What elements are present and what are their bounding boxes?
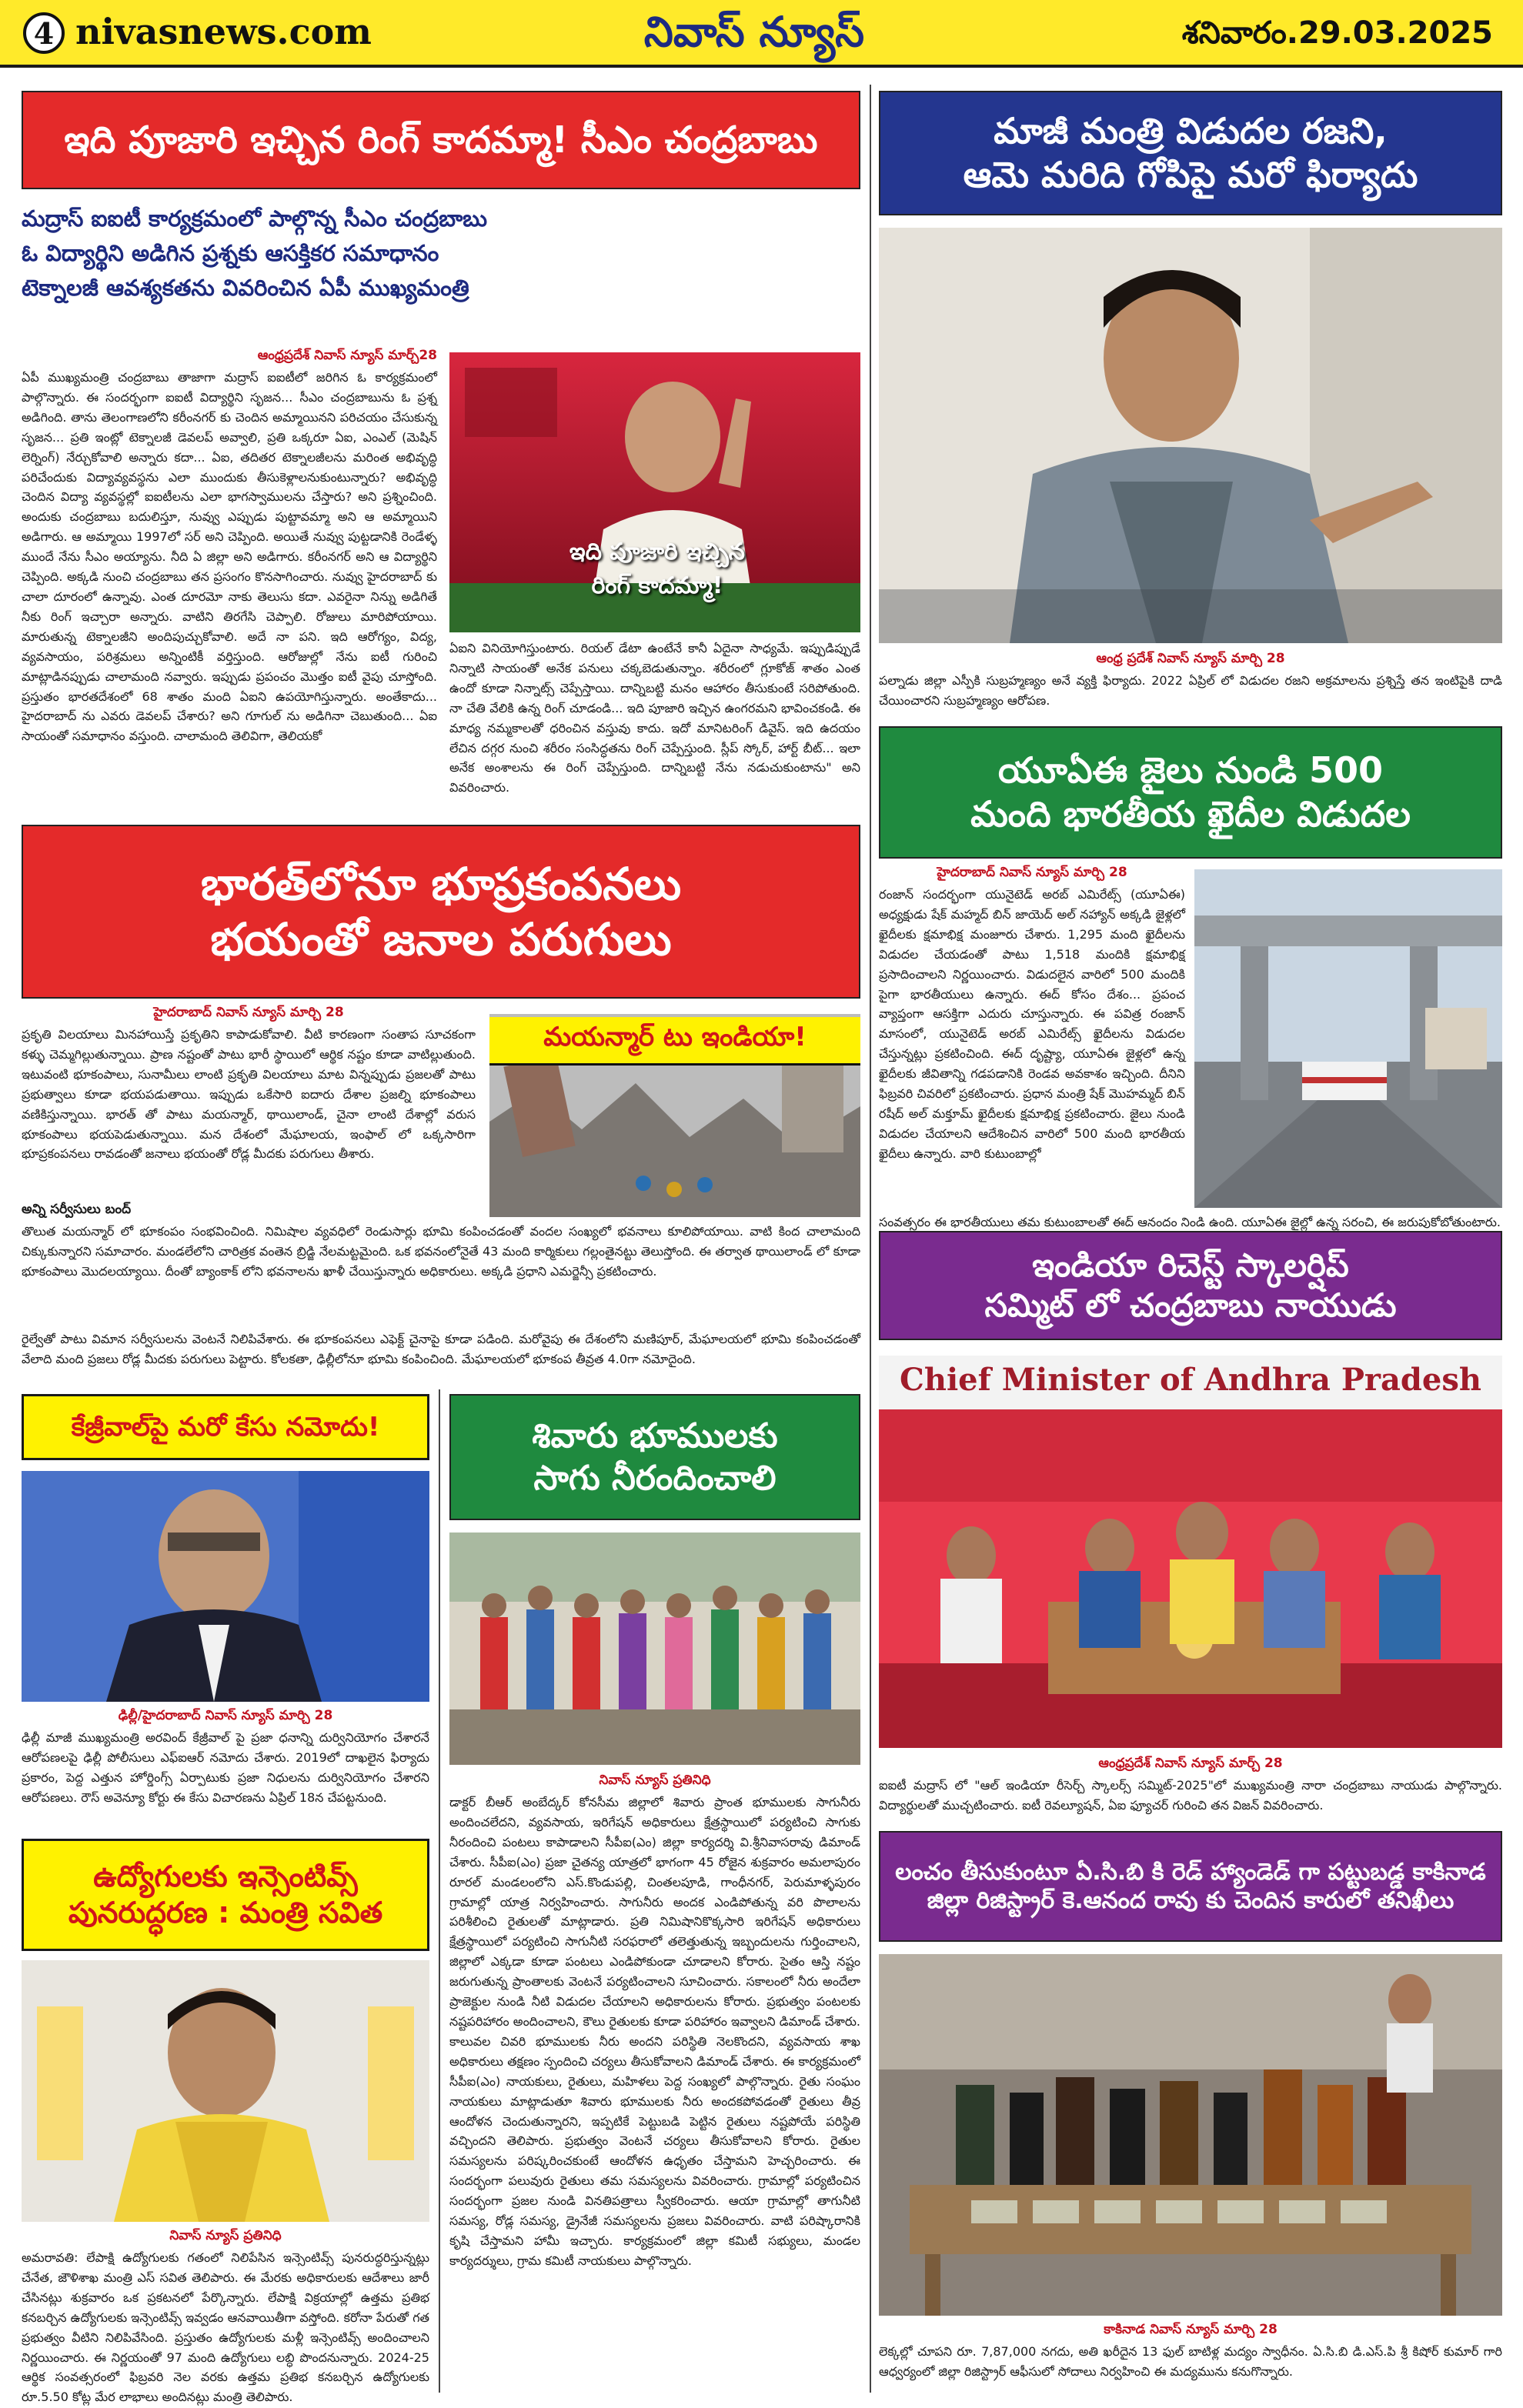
story1-subheads — [22, 202, 860, 305]
story1-dateline: ఆంధ్రప్రదేశ్ నివాస్ న్యూస్ మార్చ్28 — [257, 348, 437, 363]
story4-subhead: అన్ని సర్వీసులు బంద్ — [22, 1202, 132, 1217]
story3-dateline: హైదరాబాద్ నివాస్ న్యూస్ మార్చి 28 — [937, 865, 1127, 880]
story4-body-left2: తొలుత మయన్మార్ లో భూకంపం సంభవించింది. నిమిషాల వ్యవధిలో రెండుసార్లు భూమి కంపించడంతో వందల సంఖ్యలో భవనాలు కూలిపోయాయి. వాటి కింద చాలామంది చిక్కుకున్నారని సమాచారం. మండలేలోని చారిత్రక వంతెన బ్రిడ్జి నేలమట్టమైంది. ఒక భవనంలోనైతే 43 మంది కార్మికులు గల్లంతైనట్టు తెలుస్తోంది. ఈ తర్వాత థాయిలాండ్ లో కూడా భూకంపాలు మొదలయ్యాయి. దీంతో బ్యాంకాక్ లోని భవనాలను ఖాళీ చేయిస్తున్నారు అధికారులు. అక్కడి ప్రధాని ఎమర్జెన్సీ ప్రకటించారు. — [22, 1224, 860, 1279]
story3-body-bottom: సంవత్సరం ఈ భారతీయులు తమ కుటుంబాలతో ఈద్ ఆనందం నిండి ఉంది. యూఏఈ జైల్లో ఉన్న సరంచి, ఈ జరుపుకోబోతుంటారు. — [879, 1215, 1501, 1229]
masthead — [0, 0, 1523, 68]
story7-photo — [449, 1533, 860, 1765]
story6-photo — [22, 1471, 429, 1702]
story4-photo-overlay: మయన్మార్ టు ఇండియా! — [489, 1017, 860, 1066]
column-divider — [870, 85, 871, 2393]
story8-photo — [879, 1954, 1502, 2316]
story6-headline: కేజ్రీవాల్‌పై మరో కేసు నమోదు! — [22, 1394, 429, 1460]
story3-headline: యూఏఈ జైలు నుండి 500 మంది భారతీయ ఖైదీల విడుదల — [879, 726, 1502, 859]
story3-photo-art — [1194, 869, 1502, 1208]
story4-headline: భారత్‌లోనూ భూప్రకంపనలు భయంతో జనాల పరుగులు — [22, 825, 860, 999]
story5-body: ఐఐటీ మద్రాస్ లో "ఆల్ ఇండియా రీసెర్చ్ స్కాలర్స్ సమ్మిట్-2025"లో ముఖ్యమంత్రి నారా చంద్రబాబు నాయుడు పాల్గొన్నారు. విద్యార్థులతో ముచ్చటించారు. ఐటీ రెవల్యూషన్, ఏఐ ఫ్యూచర్ గురించి తన విజన్ వివరించారు. — [879, 1778, 1502, 1813]
story1-headline: ఇది పూజారి ఇచ్చిన రింగ్ కాదమ్మా! సీఎం చంద్రబాబు — [22, 91, 860, 189]
story5-photo-banner: Chief Minister of Andhra Pradesh — [900, 1362, 1481, 1398]
story8-dateline: కాకినాడ నివాస్ న్యూస్ మార్చి 28 — [1104, 2322, 1278, 2337]
story8-headline: లంచం తీసుకుంటూ ఏ.సి.బి కి రెడ్ హ్యాండెడ్ గా పట్టుబడ్డ కాకినాడ జిల్లా రిజిస్ట్రార్ కె.ఆనంద రావు కు చెందిన కారులో తనిఖీలు — [879, 1831, 1502, 1942]
story6-dateline: ఢిల్లీ/హైదరాబాద్ నివాస్ న్యూస్ మార్చి 28 — [118, 1708, 333, 1723]
story4-body-left: ప్రకృతి విలయాలు మినహాయిస్తే ప్రకృతిని కాపాడుకోవాలి. వీటి కారణంగా సంతాప సూచకంగా కళ్ళు చెమ్మగిల్లుతున్నాయి. ప్రాణ నష్టంతో పాటు భారీ స్థాయిలో ఆర్థిక నష్టం కూడా వాటిల్లుతుంది. ఇటువంటి భూకంపాలు, సునామీలు లాంటి ప్రకృతి విలయాలు మాట విన్నప్పుడు ప్రజలతో పాటు ప్రభుత్వాలు కూడా భయపడుతాయి. ఇప్పుడు ఒకేసారి ఐదారు దేశాల ప్రజల్ని భూకంపాలు వణికిస్తున్నాయి. భారత్ తో పాటు మయన్మార్, థాయిలాండ్, చైనా లాంటి దేశాల్లో వరుస భూకంపాలు భయపెడుతున్నాయి. మన దేశంలో మేఘాలయ, ఇంఫాల్ లో ఒక్కసారిగా భూప్రకంపనలు రావడంతో జనాలు భయంతో రోడ్ల మీదకు పరుగులు తీశారు. — [22, 1027, 476, 1162]
story3-photo — [1194, 869, 1502, 1208]
masthead-title: నివాస్ న్యూస్ — [643, 8, 865, 56]
story8-photo-art — [879, 1954, 1502, 2316]
story9-headline: ఉద్యోగులకు ఇన్సెంటివ్స్ పునరుద్ధరణ : మంత్రి సవిత — [22, 1839, 429, 1951]
story5-headline: ఇండియా రిచెస్ట్ స్కాలర్షిప్ సమ్మిట్ లో చంద్రబాబు నాయుడు — [879, 1231, 1502, 1340]
story6-photo-art — [22, 1471, 429, 1702]
story7-headline: శివారు భూములకు సాగు నీరందించాలి — [449, 1394, 860, 1520]
story6-body: ఢిల్లీ మాజీ ముఖ్యమంత్రి అరవింద్ కేజ్రీవాల్ పై ప్రజా ధనాన్ని దుర్వినియోగం చేశారనే ఆరోపణలపై ఢిల్లీ పోలీసులు ఎఫ్ఐఆర్ నమోదు చేశారు. 2019లో దాఖలైన ఫిర్యాదు ప్రకారం, పెద్ద ఎత్తున హోర్డింగ్స్ ఏర్పాటుకు ప్రజా నిధులను దుర్వినియోగం చేశారని ఆరోపణలు. రౌస్ అవెన్యూ కోర్టు ఈ కేసు విచారణను ఏప్రిల్ 18న చేపట్టనుంది. — [22, 1730, 429, 1805]
column-divider — [439, 1389, 440, 2393]
story1-photo-overlay: ఇది పూజారి ఇచ్చిన రింగ్ కాదమ్మా! — [569, 539, 745, 599]
story9-photo-art — [22, 1960, 429, 2222]
story3-body-left: రంజాన్ సందర్భంగా యునైటెడ్ అరబ్ ఎమిరేట్స్ (యూఏఈ) అధ్యక్షుడు షేక్ మహ్మద్ బిన్ జాయెద్ అల్ నహ్యాన్ అక్కడి జైళ్లలో ఖైదీలకు క్షమాభిక్ష మంజూరు చేశారు. 1,295 మంది ఖైదీలను విడుదల చేయడంతో పాటు 1,518 మందికి క్షమాభిక్ష ప్రసాదించాలని నిర్ణయించారు. విడుదలైన వారిలో 500 మందికి పైగా భారతీయులు ఉన్నారు. ఈద్ కోసం దేశం... ప్రపంచ వ్యాప్తంగా ఆసక్తిగా ఎదురు చూస్తున్నారు. ఈ పవిత్ర రంజాన్ మాసంలో, యునైటెడ్ అరబ్ ఎమిరేట్స్ ఖైదీలను విడుదల చేస్తున్నట్లు ప్రకటించింది. ఈద్ దృష్ట్యా, యూఏఈ జైళ్లలో ఉన్న ఖైదీలకు జీవితాన్ని గడపడానికి రెండవ అవకాశం ఇచ్చింది. దీనిని ఫిబ్రవరి చివరిలో ప్రకటించారు. ప్రధాన మంత్రి షేక్ మొహమ్మద్ బిన్ రషీద్ అల్ మక్తూమ్ ఖైదీలకు క్షమాభిక్ష ప్రకటించారు. జైలు నుండి విడుదల చేయాలని ఆదేశించిన వారిలో 500 మంది భారతీయ ఖైదీలు ఉన్నారు. వారి కుటుంబాల్లో — [879, 887, 1185, 1161]
story9-photo — [22, 1960, 429, 2222]
story5-photo — [879, 1356, 1502, 1748]
story1-subhead: మద్రాస్ ఐఐటీ కార్యక్రమంలో పాల్గొన్న సీఎం చంద్రబాబు — [22, 205, 488, 232]
story7-photo-art — [449, 1533, 860, 1765]
story9-body: అమరావతి: లేపాక్షి ఉద్యోగులకు గతంలో నిలిపేసిన ఇన్సెంటివ్స్ పునరుద్ధరిస్తున్నట్లు చేనేత, జౌళిశాఖ మంత్రి ఎస్ సవిత తెలిపారు. ఈ మేరకు అధికారులకు ఆదేశాలు జారీ చేసినట్లు శుక్రవారం ఒక ప్రకటనలో పేర్కొన్నారు. లేపాక్షి విక్రయాల్లో ఉత్తమ ప్రతిభ కనబర్చిన ఉద్యోగులకు ఇన్సెంటివ్స్ ఇవ్వడం ఆనవాయితీగా వస్తోంది. కరోనా పేరుతో గత ప్రభుత్వం వీటిని నిలిపివేసింది. ప్రస్తుతం ఉద్యోగులకు మళ్లీ ఇన్సెంటివ్స్ అందించాలని నిర్ణయించారు. ఈ నిర్ణయంతో 97 మంది ఉద్యోగులు లబ్ధి పొందనున్నారు. 2024-25 ఆర్థిక సంవత్సరంలో ఫిబ్రవరి నెల వరకు ఉత్తమ ప్రతిభ కనబర్చిన ఉద్యోగులకు రూ.5.50 కోట్ల మేర లాభాలు అందినట్లు మంత్రి తెలిపారు. — [22, 2250, 429, 2405]
story7-body: డాక్టర్ బీఆర్ అంబేద్కర్ కోనసీమ జిల్లాలో శివారు ప్రాంత భూములకు సాగునీరు అందించలేదని, వ్యవసాయ, ఇరిగేషన్ అధికారులు క్షేత్రస్థాయిలో పర్యటించి సాగుకు నీరందించి పంటలు కాపాడాలని సీపీఐ(ఎం) జిల్లా కార్యదర్శి వి.శ్రీనివాసరావు డిమాండ్ చేశారు. సీపీఐ(ఎం) ప్రజా చైతన్య యాత్రలో భాగంగా 45 రోజైన శుక్రవారం అమలాపురం రూరల్ మండలంలోని ఎస్.కొండుపల్లి, చింతలపూడి, గాంధీనగర్, పెరుమాళ్ళపురం గ్రామాల్లో యాత్ర నిర్వహించారు. సాగునీరు అందక ఎండిపోతున్న వరి పొలాలను పరిశీలించి రైతులతో మాట్లాడారు. ప్రతి నిమిషానికొక్కసారి ఇరిగేషన్ అధికారులు క్షేత్రస్థాయిలో పర్యటించి సాగునీటి సరఫరాలో తలెత్తుతున్న ఇబ్బందులను గుర్తించాలని, జిల్లాలో ఎక్కడా కూడా పంటలు ఎండిపోకుండా చూడాలని కోరారు. సైతం ఆస్తి నష్టం జరుగుతున్న ప్రాంతాలకు వెంటనే పర్యటించాలని సూచించారు. సకాలంలో నీరు అందేలా ప్రాజెక్టుల నుండి నీటి విడుదల చేయాలని అధికారులను కోరారు. ప్రభుత్వం పంటలకు నష్టపరిహారం అందించాలని, కౌలు రైతులకు కూడా పరిహారం ఇవ్వాలని డిమాండ్ చేశారు. కాలువల చివరి భూములకు నీరు అందని పరిస్థితి నెలకొందని, వ్యవసాయ శాఖ అధికారులు తక్షణం స్పందించి చర్యలు తీసుకోవాలని డిమాండ్ చేశారు. ఈ కార్యక్రమంలో సీపీఐ(ఎం) నాయకులు, రైతులు, మహిళలు పెద్ద సంఖ్యలో పాల్గొన్నారు. రైతు సంఘం నాయకులు మాట్లాడుతూ శివారు భూములకు నీరు అందకపోవడంతో రైతులు తీవ్ర ఆందోళన చెందుతున్నారని, ఇప్పటికే పెట్టుబడి పెట్టిన రైతులు నష్టపోయే పరిస్థితి వచ్చిందని తెలిపారు. ప్రభుత్వం వెంటనే చర్యలు తీసుకోవాలని కోరారు. రైతుల సమస్యలను పరిష్కరించకుంటే ఆందోళన ఉధృతం చేస్తామని హెచ్చరించారు. ఈ సందర్భంగా పలువురు రైతులు తమ సమస్యలను వివరించారు. గ్రామాల్లో పర్యటించిన సందర్భంగా ప్రజల నుండి వినతిపత్రాలు స్వీకరించారు. ఆయా గ్రామాల్లో తాగునీటి సమస్య, రోడ్ల సమస్య, డ్రైనేజీ సమస్యలను ప్రజలు వివరించారు. వాటి పరిష్కారానికి కృషి చేస్తామని హామీ ఇచ్చారు. కార్యక్రమంలో జిల్లా కమిటీ సభ్యులు, మండల కార్యదర్శులు, గ్రామ కమిటీ నాయకులు పాల్గొన్నారు. — [449, 1795, 860, 2268]
story1-subhead: ఓ విద్యార్థిని అడిగిన ప్రశ్నకు ఆసక్తికర సమాధానం — [22, 239, 439, 266]
story5-dateline: ఆంధ్రప్రదేశ్ నివాస్ న్యూస్ మార్చ్ 28 — [1098, 1756, 1283, 1771]
story2-photo-art — [879, 228, 1502, 643]
page-number: 4 — [33, 15, 55, 51]
story1-subhead: టెక్నాలజీ ఆవశ్యకతను వివరించిన ఏపీ ముఖ్యమంత్రి — [22, 274, 469, 301]
story8-body: లెక్కల్లో చూపని రూ. 7,87,000 నగదు, అతి ఖరీదైన 13 ఫుల్ బాటిళ్ల మద్యం స్వాధీనం. ఏ.సి.బి డి.ఎస్.పి శ్రీ కిషోర్ కుమార్ గారి ఆధ్వర్యంలో జిల్లా రిజిస్ట్రార్ ఆఫీసులో సోదాలు నిర్వహించి ఈ మద్యమును కనుగొన్నారు. — [879, 2344, 1502, 2379]
story2-body: పల్నాడు జిల్లా ఎస్పీకి సుబ్రహ్మణ్యం అనే వ్యక్తి ఫిర్యాదు. 2022 ఏప్రిల్ లో విడుదల రజని అక్రమాలను ప్రశ్నిస్తే తన ఇంటిపైకి దాడి చేయించారని సుబ్రహ్మణ్యం ఆరోపణ. — [879, 673, 1502, 708]
story2-headline: మాజీ మంత్రి విడుదల రజని, ఆమె మరిది గోపిపై మరో ఫిర్యాదు — [879, 91, 1502, 215]
story4-dateline: హైదరాబాద్ నివాస్ న్యూస్ మార్చి 28 — [153, 1005, 344, 1020]
story5-photo-art — [879, 1409, 1502, 1748]
masthead-date: శనివారం.29.03.2025 — [1181, 15, 1493, 51]
story2-photo — [879, 228, 1502, 643]
story1-body-right: ఏఐని వినియోగిస్తుంటారు. రియల్ డేటా ఉంటేనే కానీ ఏదైనా సాధ్యమే. ఇప్పుడిప్పుడే నిన్నాటి సాయంతో అనేక పనులు చక్కబెడుతున్నాం. శరీరంలో గ్లూకోజ్ శాతం ఎంత ఉందో కూడా నిన్నాట్స్ చెప్పేస్తాయి. దాన్నిబట్టి మనం ఆహారం తీసుకుంటే సరిపోతుంది. నా చేతి వేలికి ఉన్న రింగ్ చూడండి... ఇది పూజారి ఇచ్చిన ఉంగరమని భావించకండి. ఈ మాధ్య నమ్మకాలతో ధరించిన వస్తువు కాదు. ఇదో మానిటరింగ్ డివైస్. ఇది ఉదయం లేచిన దగ్గర నుంచి శరీరం సంసిద్ధతను రింగ్ చెప్పేస్తుంది. స్లీప్ స్కోర్, హార్ట్ బీట్... ఇలా అనేక అంశాలను ఈ రింగ్ చెప్పేస్తుంది. దాన్నిబట్టి నేను నడుచుకుంటాను" అని వివరించారు. — [449, 641, 860, 795]
story4-photo — [489, 1014, 860, 1217]
story4-body-right: రైల్వేతో పాటు విమాన సర్వీసులను వెంటనే నిలిపివేశారు. ఈ భూకంపనలు ఎఫెక్ట్ చైనాపై కూడా పడింది. మరోవైపు ఈ దేశంలోని మణిపూర్, మేఘాలయలో భూమి కంపించడంతో వేలాది మంది ప్రజలు రోడ్ల మీదకు పరుగులు పెట్టారు. కోలకతా, ఢిల్లీలోనూ భూమి కంపించింది. మేఘాలయలో భూకంప తీవ్రత 4.0గా నమోదైంది. — [22, 1332, 860, 1366]
page-number-badge — [23, 12, 65, 54]
story7-dateline: నివాస్ న్యూస్ ప్రతినిధి — [599, 1773, 711, 1788]
story9-dateline: నివాస్ న్యూస్ ప్రతినిధి — [169, 2228, 282, 2243]
story1-photo — [449, 352, 860, 632]
website: nivasnews.com — [75, 11, 372, 52]
story2-dateline: ఆంధ్ర ప్రదేశ్ నివాస్ న్యూస్ మార్చి 28 — [1096, 651, 1285, 666]
story1-body-left: ఏపీ ముఖ్యమంత్రి చంద్రబాబు తాజాగా మద్రాస్ ఐఐటీలో జరిగిన ఓ కార్యక్రమంలో పాల్గొన్నారు. ఈ సందర్భంగా ఐఐటీ విద్యార్థిని సృజన... సీఎం చంద్రబాబును ఓ ప్రశ్న అడిగింది. తాను తెలంగాణలోని కరీంనగర్ కు చెందిన అమ్మాయినని పరిచయం చేసుకున్న సృజన... ప్రతి ఇంట్లో టెక్నాలజీ డెవలప్ అవ్వాలి, ప్రతి ఒక్కరూ ఏఐ, ఎంఎల్ (మెషిన్ లెర్నింగ్) నేర్చుకోవాలి అన్నారు కదా... ఏఐ, తదితర టెక్నాలజీలను మరింత అభివృద్ధి పరిచేందుకు విద్యావ్యవస్థను ఎలా ముందుకు తీసుకెళ్లాలనుకుంటున్నారు? అభివృద్ధి చెందిన విద్యా వ్యవస్థల్లో ఐఐటీలను ఎలా భాగస్వాములను చేస్తారు? అని ప్రశ్నించింది. అందుకు చంద్రబాబు బదులిస్తూ, నువ్వు ఎప్పుడు పుట్టావమ్మా అని ఆ అమ్మాయిని అడిగారు. ఆ అమ్మాయి 1997లో సర్ అని చెప్పింది. అయితే నువ్వు పుట్టడానికి రెండేళ్ళ ముందే నేను సీఎం అయ్యాను. నీది ఏ జిల్లా అని అడిగారు. కరీంనగర్ అని ఆ విద్యార్థిని చెప్పింది. అక్కడి నుంచి చంద్రబాబు తన ప్రసంగం కొనసాగించారు. నువ్వు హైదరాబాద్ కు చాలా దూరంలో ఉన్నావు. ఎంత దూరమో నాకు తెలుసు కదా. ఎవరైనా నిన్ను అడిగితే నీకు రింగ్ ఇచ్చారా అన్నారు. వాటిని తిరగేసి చెప్పాలి. రోజులు మారిపోయాయి. మారుతున్న టెక్నాలజీని అందిపుచ్చుకోవాలి. అదే నా పని. ఇది ఆరోగ్యం, విద్య, వ్యవసాయం, పరిశ్రమలు అన్నింటికీ వర్తిస్తుంది. ఆరోజుల్లో నేను ఐటీ గురించి మాట్లాడినప్పుడు చాలామంది నవ్వారు. ఇప్పుడు ప్రపంచం మొత్తం ఐటీ వైపు చూస్తోంది. ప్రస్తుతం భారతదేశంలో 68 శాతం మంది ఏఐని ఉపయోగిస్తున్నారు. అంతేకాదు... హైదరాబాద్ ను ఎవరు డెవలప్ చేశారు? అని గూగుల్ ను అడిగినా చెబుతుంది... ఏఐ సాయంతో సమాధానం వస్తుంది. చాలామంది తెలివిగా, తెలియకో — [22, 370, 437, 744]
